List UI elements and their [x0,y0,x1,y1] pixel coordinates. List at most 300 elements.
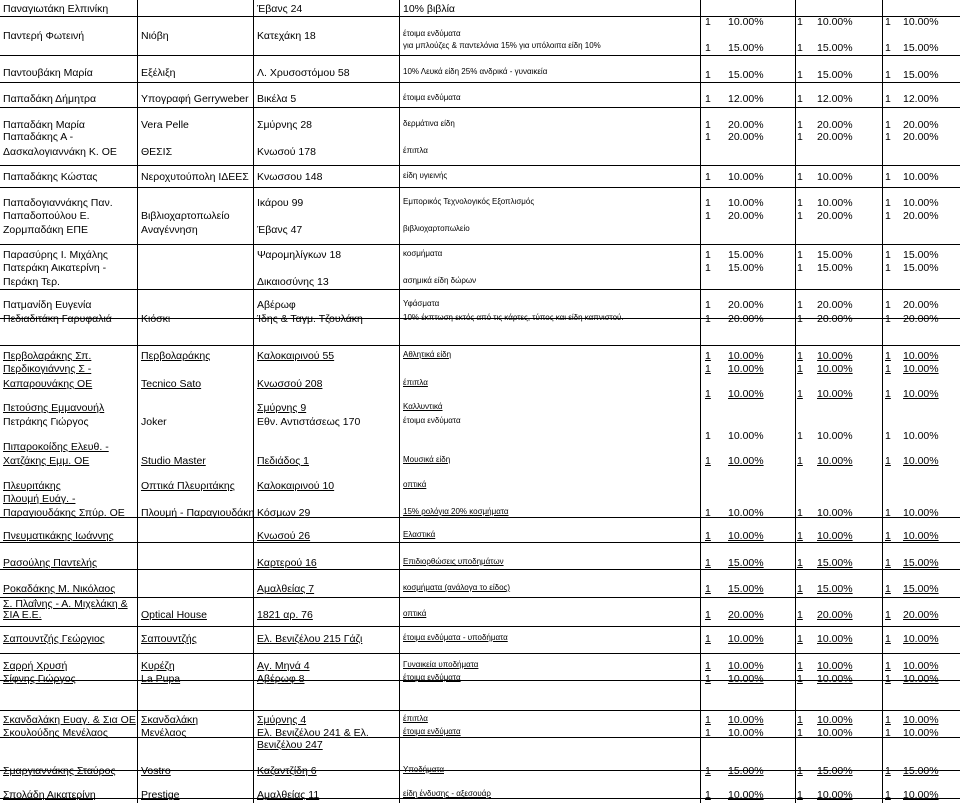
store-address: Ικάρου 99 [257,197,304,209]
store-address: Έβανς 47 [257,224,303,236]
customer-name: Παπαδοπούλου Ε. [3,210,90,222]
discount-count: 1 [705,171,711,183]
customer-name: Σμαργιαννάκης Σταύρος [3,765,116,777]
store-name: Vera Pelle [141,119,189,131]
offer-description: κοσμήματα (ανάλογα το είδος) [403,583,511,592]
offer-description: 10% Λευκά είδη 25% ανδρικά - γυναικεία [403,67,548,76]
discount-count: 1 [705,660,711,672]
store-address: Κνωσσου 148 [257,171,323,183]
customer-name: Σκανδαλάκη Ευαγ. & Σια ΟΕ [3,714,136,726]
discount-count: 1 [885,673,891,685]
discount-percent: 15.00% [817,69,853,81]
discount-count: 1 [797,660,803,672]
discount-count: 1 [885,171,891,183]
discount-percent: 20.00% [817,313,853,325]
discount-percent: 20.00% [728,119,764,131]
offer-description: 15% ρολόγια 20% κοσμήματα [403,507,509,516]
store-address: Δικαιοσύνης 13 [257,276,329,288]
discount-percent: 20.00% [728,210,764,222]
discount-count: 1 [885,197,891,209]
discount-count: 1 [797,583,803,595]
discount-count: 1 [797,262,803,274]
row-divider [0,710,960,711]
offer-description: οπτικά [403,480,427,489]
discount-percent: 10.00% [903,363,939,375]
store-address: Καρτερού 16 [257,557,317,569]
offer-description: Καλλυντικά [403,402,443,411]
offer-description: είδη υγιεινής [403,171,448,180]
discount-percent: 10.00% [903,673,939,685]
discount-percent: 10.00% [728,789,764,801]
store-name: Βιβλιοχαρτοπωλείο [141,210,230,222]
discount-percent: 10.00% [903,530,939,542]
customer-name: Πεδιαδιτάκη Γαρυφαλιά [3,313,112,325]
discount-percent: 10.00% [903,789,939,801]
discount-count: 1 [705,388,711,400]
discount-percent: 20.00% [728,299,764,311]
store-name: Vostro [141,765,171,777]
discount-count: 1 [797,388,803,400]
offer-description: Ελαστικά [403,530,436,539]
discount-count: 1 [885,388,891,400]
store-address: Κατεχάκη 18 [257,30,316,42]
store-name: Εξέλιξη [141,67,176,79]
discount-count: 1 [885,119,891,131]
discount-count: 1 [797,350,803,362]
customer-name: Περδικογιάννης Σ - [3,363,92,375]
offer-description: έτοιμα ενδύματα [403,93,461,102]
row-divider [0,16,960,17]
discount-count: 1 [705,455,711,467]
row-divider [0,597,960,598]
customer-name: Παντερή Φωτεινή [3,30,85,42]
discount-count: 1 [797,42,803,54]
discount-count: 1 [797,69,803,81]
customer-name: Πλευριτάκης [3,480,61,492]
customer-name: Σαρρή Χρυσή [3,660,68,672]
discount-percent: 10.00% [817,197,853,209]
discount-count: 1 [797,299,803,311]
store-address: Αμαλθείας 11 [257,789,320,801]
store-address: Ελ. Βενιζέλου 241 & Ελ. [257,727,369,739]
customer-name: Πνευματικάκης Ιωάννης [3,530,114,542]
row-divider [0,626,960,627]
discount-percent: 20.00% [728,609,764,621]
column-divider [137,0,138,803]
offer-description: κοσμήματα [403,249,443,258]
discount-percent: 10.00% [728,673,764,685]
store-name: Νεροχυτούπολη ΙΔΕΕΣ [141,171,249,183]
offer-description: για μπλούζες & παντελόνια 15% για υπόλοιπα είδη 10% [403,41,601,50]
store-name: Prestige [141,789,180,801]
customer-name: Παντουβάκη Μαρία [3,67,93,79]
customer-name: Σ. Πλαΐνης - Α. Μιχελάκη & [3,598,128,610]
discount-percent: 10.00% [728,633,764,645]
discount-count: 1 [885,16,891,28]
row-divider [0,244,960,245]
customer-name: Περάκη Τερ. [3,276,60,288]
store-name: Περβολαράκης [141,350,211,362]
discount-percent: 20.00% [903,609,939,621]
column-divider [253,0,254,803]
discount-percent: 20.00% [903,299,939,311]
discount-count: 1 [705,430,711,442]
store-name: Μενέλαος [141,727,187,739]
store-name: Joker [141,416,167,428]
discount-percent: 20.00% [817,210,853,222]
customer-name: Πλουμή Ευάγ. - [3,493,76,505]
discount-percent: 10.00% [903,660,939,672]
discount-count: 1 [797,363,803,375]
discount-count: 1 [705,210,711,222]
store-address: Καλοκαιρινού 55 [257,350,335,362]
discount-percent: 20.00% [903,210,939,222]
store-address: Βικέλα 5 [257,93,297,105]
discount-percent: 12.00% [817,93,853,105]
discount-count: 1 [885,42,891,54]
discount-count: 1 [885,660,891,672]
discount-percent: 15.00% [903,262,939,274]
discount-count: 1 [705,557,711,569]
discount-percent: 15.00% [728,69,764,81]
discount-percent: 15.00% [903,557,939,569]
discount-percent: 10.00% [728,16,764,28]
discount-count: 1 [705,119,711,131]
offer-description: Υφάσματα [403,299,440,308]
offer-description: Γυναικεία υποδήματα [403,660,479,669]
discount-percent: 10.00% [817,633,853,645]
discount-count: 1 [705,789,711,801]
discount-count: 1 [885,557,891,569]
customer-name: Παραγιουδάκης Σπύρ. ΟΕ [3,507,125,519]
customer-name: Δασκαλογιαννάκη Κ. ΟΕ [3,146,117,158]
discount-count: 1 [705,583,711,595]
discount-percent: 10.00% [817,530,853,542]
offer-description: είδη ένδυσης - αξεσουάρ [403,789,491,798]
customer-name: Ρασούλης Παντελής [3,557,98,569]
discount-count: 1 [705,16,711,28]
discount-percent: 10.00% [817,660,853,672]
discount-count: 1 [797,16,803,28]
discount-count: 1 [797,210,803,222]
discount-count: 1 [797,313,803,325]
discount-percent: 10.00% [817,507,853,519]
store-address: Σμύρνης 9 [257,402,307,414]
discount-count: 1 [885,210,891,222]
discount-percent: 10.00% [903,727,939,739]
discount-count: 1 [885,583,891,595]
store-address: Σμύρνης 28 [257,119,313,131]
store-name: Tecnico Sato [141,378,202,390]
discount-count: 1 [705,299,711,311]
discount-count: 1 [797,609,803,621]
customer-name: Πετράκης Γιώργος [3,416,89,428]
offer-description: έτοιμα ενδύματα [403,673,461,682]
discount-count: 1 [705,197,711,209]
discount-count: 1 [885,714,891,726]
column-divider [795,0,796,803]
discount-count: 1 [705,765,711,777]
customer-name: Σπολάδη Αικατερίνη [3,789,96,801]
discount-percent: 10.00% [817,350,853,362]
row-divider [0,55,960,56]
store-name: Υπογραφή Gerryweber [141,93,249,105]
discount-count: 1 [797,455,803,467]
store-name: Κυρέζη [141,660,175,672]
offer-description: έτοιμα ενδύματα [403,727,461,736]
discount-count: 1 [705,93,711,105]
discount-percent: 10.00% [903,455,939,467]
row-divider [0,569,960,570]
store-name: La Pupa [141,673,181,685]
discount-percent: 20.00% [817,299,853,311]
store-address: Καλοκαιρινού 10 [257,480,335,492]
discount-percent: 10.00% [728,660,764,672]
discount-percent: 20.00% [817,119,853,131]
discount-count: 1 [885,727,891,739]
offer-description: 10% βιβλία [403,3,455,15]
discount-count: 1 [705,530,711,542]
customer-name: Σίφνης Γιώργος [3,673,76,685]
customer-name: Παπαδάκης Α - [3,131,74,143]
discount-percent: 20.00% [903,119,939,131]
customer-name: Πετούσης Εμμανουήλ [3,402,105,414]
store-name: Οπτικά Πλευριτάκης [141,480,235,492]
discount-percent: 20.00% [903,131,939,143]
discount-percent: 15.00% [817,249,853,261]
discount-count: 1 [797,197,803,209]
discount-percent: 10.00% [817,727,853,739]
discount-percent: 10.00% [817,171,853,183]
discount-percent: 10.00% [903,197,939,209]
customer-name: Πατμανίδη Ευγενία [3,299,92,311]
offer-description: ασημικά είδη δώρων [403,276,477,285]
discount-count: 1 [705,249,711,261]
discount-percent: 15.00% [903,42,939,54]
discount-count: 1 [885,313,891,325]
discount-count: 1 [885,262,891,274]
discount-count: 1 [797,530,803,542]
offer-description: βιβλιοχαρτοπωλείο [403,224,470,233]
discount-percent: 10.00% [728,430,764,442]
discount-count: 1 [797,93,803,105]
customer-name: Πιπαροκοίδης Ελευθ. - [3,441,109,453]
discount-count: 1 [885,633,891,645]
store-address: Καζαντζίδη 6 [257,765,317,777]
customer-name: Παρασύρης Ι. Μιχάλης [3,249,108,261]
discount-percent: 15.00% [728,249,764,261]
discount-count: 1 [705,363,711,375]
offer-description: έπιπλα [403,146,428,155]
customer-name: ΣΙΑ Ε.Ε. [3,609,42,621]
discount-percent: 15.00% [817,262,853,274]
offer-description: έτοιμα ενδύματα [403,416,461,425]
discount-percent: 10.00% [728,507,764,519]
offer-description: έτοιμα ενδύματα [403,29,461,38]
discount-percent: 10.00% [728,530,764,542]
discount-count: 1 [885,455,891,467]
discount-count: 1 [705,673,711,685]
discount-count: 1 [705,633,711,645]
discount-count: 1 [885,93,891,105]
offer-description: έπιπλα [403,378,428,387]
customer-name: Χατζάκης Εμμ. ΟΕ [3,455,90,467]
discount-count: 1 [797,171,803,183]
discount-percent: 10.00% [903,388,939,400]
discount-count: 1 [797,714,803,726]
discount-count: 1 [797,673,803,685]
discount-count: 1 [705,609,711,621]
discount-count: 1 [885,530,891,542]
discount-count: 1 [885,249,891,261]
store-name: Studio Master [141,455,206,467]
discount-count: 1 [705,507,711,519]
discount-count: 1 [797,131,803,143]
customer-name: Ροκαδάκης Μ. Νικόλαος [3,583,116,595]
store-name: Optical House [141,609,207,621]
offer-description: Εμπορικός Τεχνολογικός Εξοπλισμός [403,197,535,206]
row-divider [0,165,960,166]
discount-percent: 10.00% [728,455,764,467]
discount-count: 1 [705,714,711,726]
customer-name: Παπαδάκη Μαρία [3,119,85,131]
discount-count: 1 [797,507,803,519]
discount-percent: 12.00% [728,93,764,105]
discount-count: 1 [705,69,711,81]
discount-percent: 10.00% [903,171,939,183]
discount-percent: 10.00% [817,430,853,442]
column-divider [399,0,400,803]
discount-count: 1 [797,249,803,261]
discount-percent: 10.00% [903,507,939,519]
discount-count: 1 [885,363,891,375]
discount-percent: 10.00% [817,363,853,375]
discount-count: 1 [797,119,803,131]
discount-percent: 15.00% [728,262,764,274]
store-name: Κιόσκι [141,313,171,325]
discount-percent: 10.00% [903,714,939,726]
store-address: Ελ. Βενιζέλου 215 Γάζι [257,633,363,645]
discount-percent: 15.00% [728,765,764,777]
store-address: Εθν. Αντιστάσεως 170 [257,416,361,428]
store-address: Ίδης & Ταγμ. Τζουλάκη [257,313,363,325]
discount-percent: 10.00% [817,673,853,685]
store-address: Κνωσού 26 [257,530,311,542]
discount-percent: 15.00% [728,583,764,595]
store-address: Λ. Χρυσοστόμου 58 [257,67,350,79]
store-address: 1821 αρ. 76 [257,609,313,621]
discount-percent: 15.00% [903,69,939,81]
customer-name: Παναγιωτάκη Ελπινίκη [3,3,109,15]
offer-description: Υποδήματα [403,765,444,774]
discount-count: 1 [705,350,711,362]
discount-percent: 15.00% [817,583,853,595]
offer-description: οπτικά [403,609,427,618]
row-divider [0,187,960,188]
column-divider [882,0,883,803]
discount-percent: 10.00% [817,388,853,400]
row-divider [0,82,960,83]
store-address: Αμαλθείας 7 [257,583,315,595]
discount-percent: 20.00% [903,313,939,325]
discount-percent: 10.00% [903,350,939,362]
discount-count: 1 [885,299,891,311]
discount-percent: 15.00% [817,42,853,54]
store-address: Ψαρομηλίγκων 18 [257,249,342,261]
offer-description: Επιδιορθώσεις υποδημάτων [403,557,504,566]
discount-count: 1 [705,262,711,274]
discount-percent: 20.00% [728,131,764,143]
customer-name: Ζορμπαδάκη ΕΠΕ [3,224,88,236]
discount-count: 1 [705,131,711,143]
customer-name: Πατεράκη Αικατερίνη - [3,262,107,274]
customer-name: Σκουλούδης Μενέλαος [3,727,108,739]
discount-percent: 10.00% [817,455,853,467]
customer-name: Περβολαράκης Σπ. [3,350,92,362]
discount-percent: 10.00% [903,430,939,442]
column-divider [700,0,701,803]
discount-count: 1 [885,789,891,801]
discount-percent: 10.00% [728,727,764,739]
store-address: Έβανς 24 [257,3,303,15]
store-address: Κνωσού 178 [257,146,316,158]
offer-description: δερμάτινα είδη [403,119,455,128]
discount-count: 1 [797,789,803,801]
offer-description: Μουσικά είδη [403,455,451,464]
discount-count: 1 [797,727,803,739]
discount-count: 1 [885,609,891,621]
store-address: Αβέρωφ [257,299,296,311]
discount-percent: 10.00% [728,171,764,183]
discount-percent: 10.00% [728,197,764,209]
store-address: Αβέρωφ 8 [257,673,305,685]
store-address: Σμύρνης 4 [257,714,307,726]
discount-percent: 10.00% [817,714,853,726]
row-divider [0,289,960,290]
store-address: Κόσμων 29 [257,507,311,519]
store-name: Νιόβη [141,30,169,42]
store-name: Πλουμή - Παραγιουδάκη [141,507,255,519]
discount-count: 1 [885,430,891,442]
discount-percent: 15.00% [903,765,939,777]
customer-name: Παπαδάκη Δήμητρα [3,93,97,105]
row-divider [0,345,960,346]
discount-count: 1 [797,633,803,645]
customer-name: Καπαρουνάκης ΟΕ [3,378,93,390]
discount-percent: 15.00% [817,765,853,777]
discount-percent: 10.00% [817,16,853,28]
store-address: Πεδιάδος 1 [257,455,310,467]
discount-count: 1 [797,765,803,777]
discount-percent: 15.00% [728,42,764,54]
row-divider [0,542,960,543]
discount-count: 1 [885,765,891,777]
discount-percent: 20.00% [817,609,853,621]
discount-count: 1 [797,430,803,442]
row-divider [0,653,960,654]
offer-description: 10% έκπτωση εκτός από τις κάρτες, τύπος και είδη καπνιστού. [403,313,624,322]
discount-count: 1 [885,131,891,143]
customer-name: Παπαδάκης Κώστας [3,171,98,183]
discount-percent: 15.00% [903,249,939,261]
discount-count: 1 [885,350,891,362]
discount-percent: 10.00% [728,350,764,362]
discount-count: 1 [705,42,711,54]
discount-percent: 10.00% [728,363,764,375]
customer-name: Σαπουντζής Γεώργιος [3,633,105,645]
discount-count: 1 [885,69,891,81]
discount-percent: 20.00% [817,131,853,143]
